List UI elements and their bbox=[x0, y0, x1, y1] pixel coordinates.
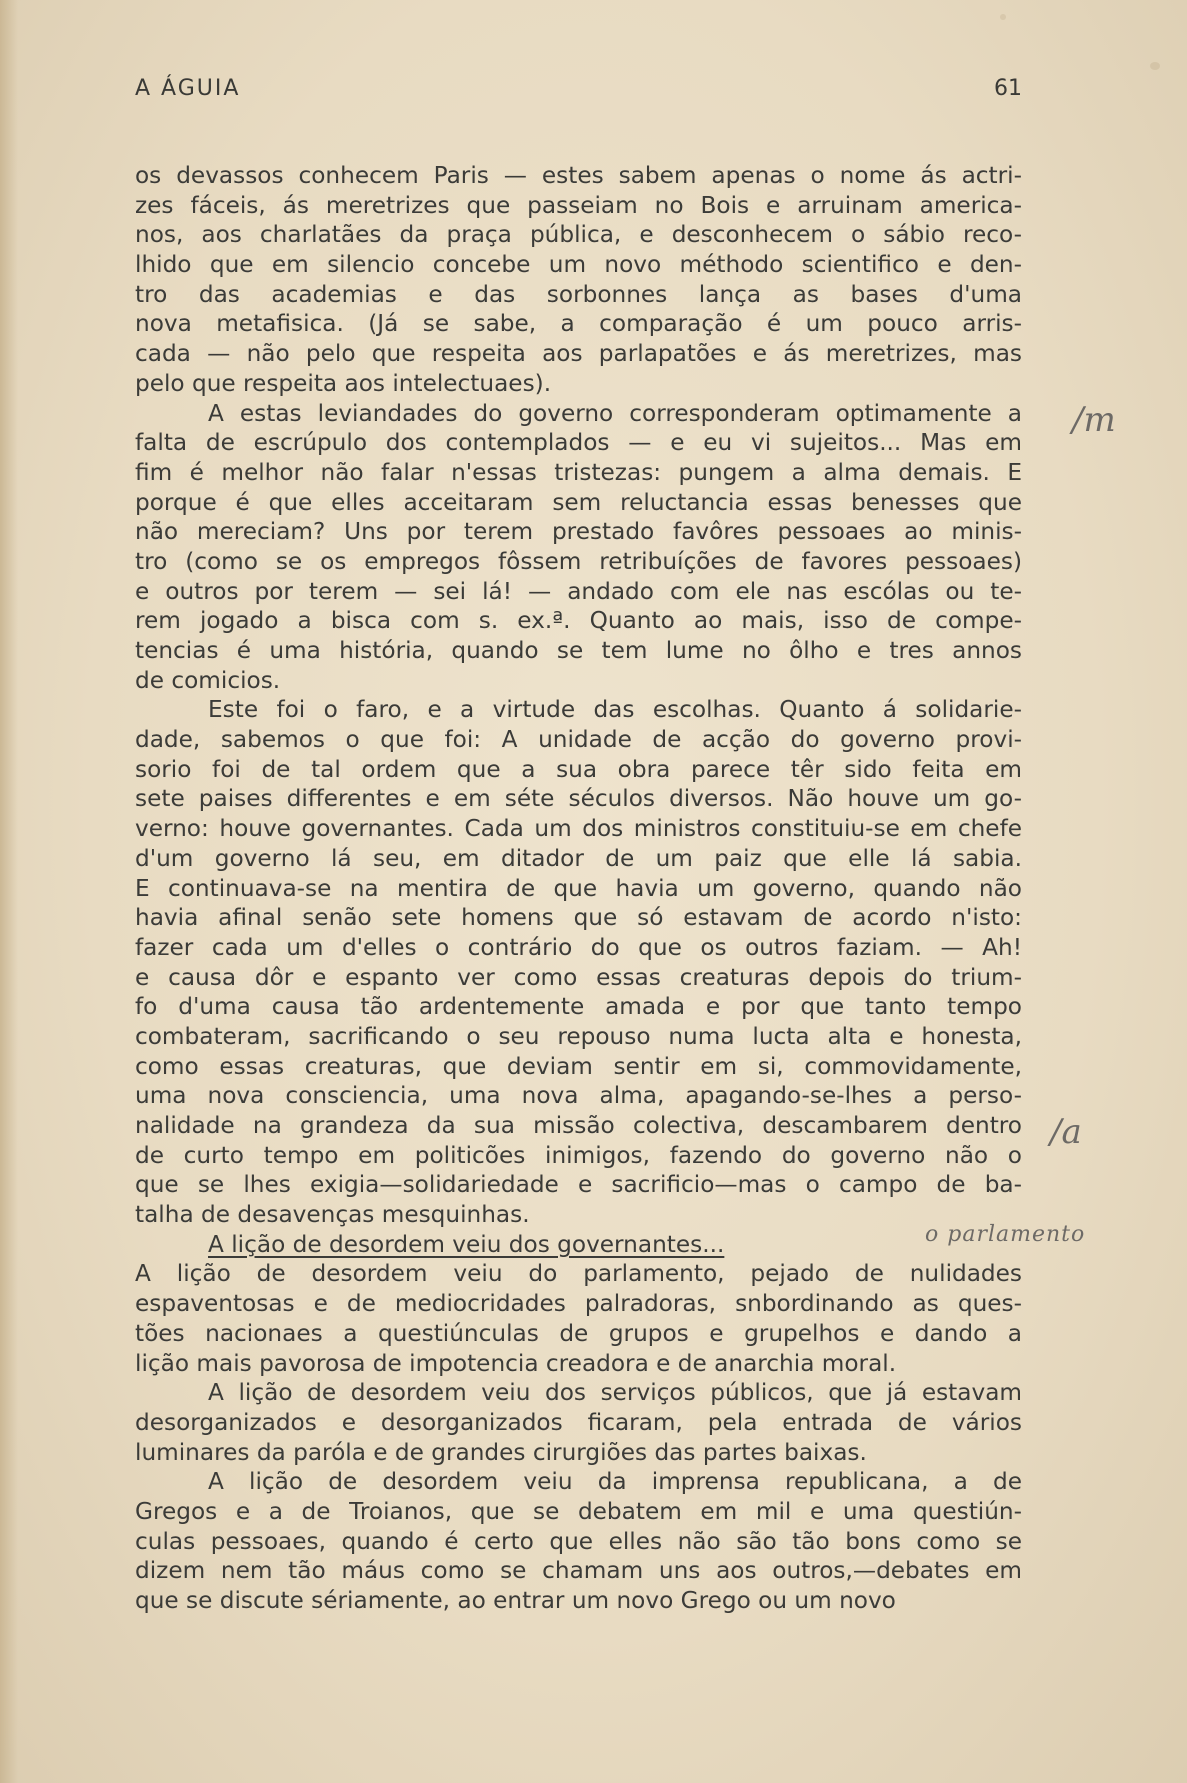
handwritten-margin-note: /a bbox=[1050, 1112, 1082, 1152]
text-line: talha de desavenças mesquinhas. bbox=[135, 1201, 530, 1229]
page-number: 61 bbox=[994, 76, 1022, 101]
text-line: tro (como se os empregos fôssem retribuíções de favores pessoaes) bbox=[135, 547, 1022, 575]
text-line: lhido que em silencio concebe um novo méthodo scientifico e den- bbox=[135, 251, 1022, 279]
text-line: lição mais pavorosa de impotencia creadora e de anarchia moral. bbox=[135, 1349, 897, 1377]
text-line: e causa dôr e espanto ver como essas creaturas depois do trium- bbox=[135, 963, 1022, 991]
text-line: tões nacionaes a questiúnculas de grupos e grupelhos e dando a bbox=[135, 1319, 1022, 1347]
text-line: sorio foi de tal ordem que a sua obra parece têr sido feita em bbox=[135, 755, 1022, 783]
text-line: A lição de desordem veiu do parlamento, pejado de nulidades bbox=[135, 1260, 1022, 1288]
text-line: sete paises differentes e em séte séculos diversos. Não houve um go- bbox=[135, 785, 1022, 813]
text-line: zes fáceis, ás meretrizes que passeiam no Bois e arruinam america- bbox=[135, 191, 1022, 219]
text-line: porque é que elles acceitaram sem reluctancia essas benesses que bbox=[135, 488, 1022, 516]
text-line: não mereciam? Uns por terem prestado favôres pessoaes ao minis- bbox=[135, 518, 1022, 546]
text-line: tencias é uma história, quando se tem lume no ôlho e tres annos bbox=[135, 637, 1022, 664]
ink-speck bbox=[1000, 14, 1006, 20]
handwritten-margin-note: o parlamento bbox=[925, 1222, 1086, 1247]
text-line: A estas leviandades do governo corresponderam optimamente a bbox=[208, 399, 1022, 427]
article-body bbox=[135, 161, 1022, 1616]
text-line: combateram, sacrificando o seu repouso numa lucta alta e honesta, bbox=[135, 1022, 1022, 1050]
text-line: espaventosas e de mediocridades palradoras, snbordinando as ques- bbox=[135, 1290, 1022, 1318]
text-line: nos, aos charlatães da praça pública, e desconhecem o sábio reco- bbox=[135, 221, 1022, 249]
text-line: e outros por terem — sei lá! — andado com ele nas escólas ou te- bbox=[135, 577, 1022, 605]
text-line: cada — não pelo que respeita aos parlapatões e ás meretrizes, mas bbox=[135, 340, 1022, 368]
text-line: verno: houve governantes. Cada um dos ministros constituiu-se em chefe bbox=[135, 815, 1022, 843]
text-line: E continuava-se na mentira de que havia um governo, quando não bbox=[135, 874, 1022, 902]
text-line: luminares da paróla e de grandes cirurgiões das partes baixas. bbox=[135, 1438, 867, 1466]
text-line: fazer cada um d'elles o contrário do que os outros faziam. — Ah! bbox=[135, 933, 1022, 961]
text-line: d'um governo lá seu, em ditador de um paiz que elle lá sabia. bbox=[135, 844, 1022, 872]
text-line: havia afinal senão sete homens que só estavam de acordo n'isto: bbox=[135, 904, 1022, 932]
text-line: A lição de desordem veiu dos serviços públicos, que já estavam bbox=[208, 1379, 1022, 1407]
text-line: pelo que respeita aos intelectuaes). bbox=[135, 369, 552, 397]
journal-title: A ÁGUIA bbox=[135, 76, 241, 101]
text-line: fo d'uma causa tão ardentemente amada e por que tanto tempo bbox=[135, 993, 1022, 1021]
text-line: desorganizados e desorganizados ficaram, pela entrada de vários bbox=[135, 1408, 1022, 1436]
text-line: nova metafisica. (Já se sabe, a comparação é um pouco arris- bbox=[135, 310, 1022, 338]
text-line: rem jogado a bisca com s. ex.ª. Quanto ao mais, isso de compe- bbox=[135, 607, 1022, 635]
text-line: culas pessoaes, quando é certo que elles não são tão bons como se bbox=[135, 1527, 1022, 1555]
text-line: falta de escrúpulo dos contemplados — e eu vi sujeitos... Mas em bbox=[135, 429, 1022, 457]
text-line: dizem nem tão máus como se chamam uns aos outros,—debates em bbox=[135, 1557, 1022, 1585]
text-line: A lição de desordem veiu da imprensa republicana, a de bbox=[208, 1468, 1022, 1496]
ink-speck bbox=[1150, 62, 1160, 70]
page-edge-shadow bbox=[0, 0, 18, 1783]
text-line: que se lhes exigia—solidariedade e sacrificio—mas o campo de ba- bbox=[135, 1171, 1022, 1199]
text-line: de curto tempo em politicões inimigos, fazendo do governo não o bbox=[135, 1141, 1022, 1169]
text-line: Este foi o faro, e a virtude das escolhas. Quanto á solidarie- bbox=[208, 696, 1022, 724]
text-line: dade, sabemos o que foi: A unidade de acção do governo provi- bbox=[135, 726, 1022, 754]
handwritten-margin-note: /m bbox=[1072, 400, 1116, 440]
text-line: Gregos e a de Troianos, que se debatem em mil e uma questiún- bbox=[135, 1497, 1022, 1525]
text-line: fim é melhor não falar n'essas tristezas: pungem a alma demais. E bbox=[135, 458, 1022, 486]
running-header bbox=[135, 76, 1022, 110]
text-line: como essas creaturas, que deviam sentir em si, commovidamente, bbox=[135, 1052, 1022, 1080]
text-line: tro das academias e das sorbonnes lança as bases d'uma bbox=[135, 280, 1022, 308]
text-line: de comicios. bbox=[135, 666, 281, 694]
text-line: A lição de desordem veiu dos governantes... bbox=[208, 1230, 725, 1258]
text-line: os devassos conhecem Paris — estes sabem apenas o nome ás actri- bbox=[135, 162, 1022, 189]
text-line: uma nova consciencia, uma nova alma, apagando-se-lhes a perso- bbox=[135, 1082, 1022, 1110]
text-line: nalidade na grandeza da sua missão colectiva, descambarem dentro bbox=[135, 1112, 1022, 1139]
text-line: que se discute sériamente, ao entrar um novo Grego ou um novo bbox=[135, 1587, 896, 1614]
